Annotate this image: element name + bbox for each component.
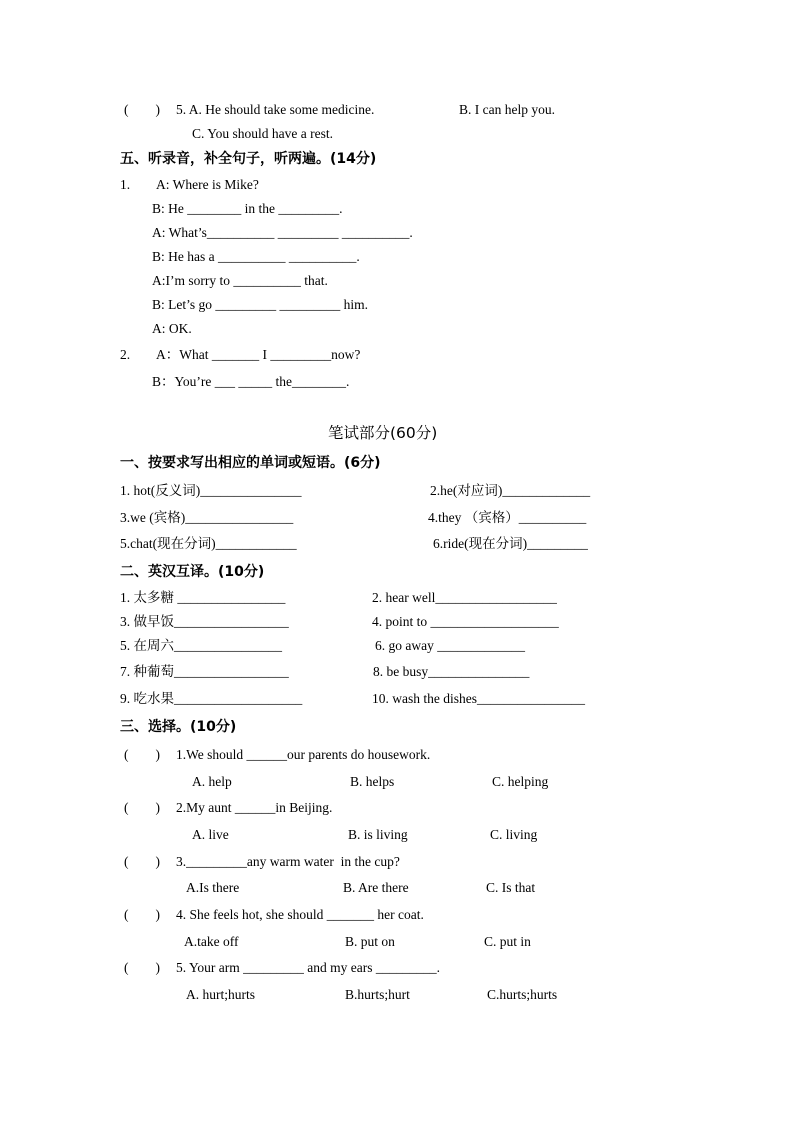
list-item: 3. 做早饭_________________ [120,614,289,629]
option-a: A.Is there [186,880,240,895]
list-item: 5. 在周六________________ [120,638,282,653]
bracket: ( ) [124,102,160,117]
option-c: C.hurts;hurts [487,987,558,1002]
section-heading: 五、听录音，补全句子，听两遍。(14分) [120,151,377,167]
option-c: C. You should have a rest. [192,126,333,141]
option-c: C. helping [492,774,549,789]
option-a: A.take off [184,934,239,949]
option-a: A. live [192,827,229,842]
dialog-line: A: Where is Mike? [156,177,259,192]
list-item: 5.chat(现在分词)____________ [120,536,297,551]
list-item: 1. 太多糖 ________________ [120,590,286,605]
question-number: 1. [120,177,131,192]
question-stem: 2.My aunt ______in Beijing. [176,800,333,815]
list-item: 6.ride(现在分词)_________ [433,536,588,551]
option-a: A. hurt;hurts [186,987,255,1002]
list-item: 7. 种葡萄_________________ [120,664,289,679]
list-item: 2. hear well__________________ [372,590,557,605]
option-b: B. put on [345,934,395,949]
list-item: 9. 吃水果___________________ [120,691,303,706]
list-item: 10. wash the dishes________________ [372,691,585,706]
bracket: ( ) [124,960,160,975]
option-b: B. is living [348,827,408,842]
list-item: 6. go away _____________ [375,638,525,653]
section-heading: 一、按要求写出相应的单词或短语。(6分) [120,455,381,471]
option-b: B. Are there [343,880,409,895]
option-b: B.hurts;hurt [345,987,410,1002]
question-stem: 5. Your arm _________ and my ears _________. [176,960,440,975]
dialog-line: B: He has a __________ __________. [152,249,360,264]
section-heading: 三、选择。(10分) [120,719,237,735]
dialog-line: A:I’m sorry to __________ that. [152,273,328,288]
section-heading: 二、英汉互译。(10分) [120,564,265,580]
dialog-line: B: He ________ in the _________. [152,201,343,216]
question-stem: 1.We should ______our parents do housework. [176,747,431,762]
dialog-line: A: What’s__________ _________ __________. [152,225,413,240]
bracket: ( ) [124,854,160,869]
question-text: 5. A. He should take some medicine. [176,102,375,117]
option-a: A. help [192,774,232,789]
option-c: C. Is that [486,880,536,895]
page-title: 笔试部分(60分) [328,424,438,442]
list-item: 4. point to ___________________ [372,614,559,629]
dialog-line: A: OK. [152,321,192,336]
option-c: C. living [490,827,538,842]
question-stem: 3._________any warm water in the cup? [176,854,400,869]
option-c: C. put in [484,934,531,949]
bracket: ( ) [124,747,160,762]
option-b: B. I can help you. [459,102,555,117]
list-item: 2.he(对应词)_____________ [430,483,591,498]
dialog-line: B: Let’s go _________ _________ him. [152,297,368,312]
list-item: 1. hot(反义词)_______________ [120,483,302,498]
bracket: ( ) [124,907,160,922]
list-item: 4.they （宾格）__________ [428,510,587,525]
list-item: 3.we (宾格)________________ [120,510,294,525]
question-number: 2. [120,347,131,362]
bracket: ( ) [124,800,160,815]
option-b: B. helps [350,774,395,789]
question-stem: 4. She feels hot, she should _______ her coat. [176,907,424,922]
list-item: 8. be busy_______________ [373,664,530,679]
dialog-line: B：You’re ___ _____ the________. [152,374,350,389]
dialog-line: A：What _______ I _________now? [156,347,361,362]
